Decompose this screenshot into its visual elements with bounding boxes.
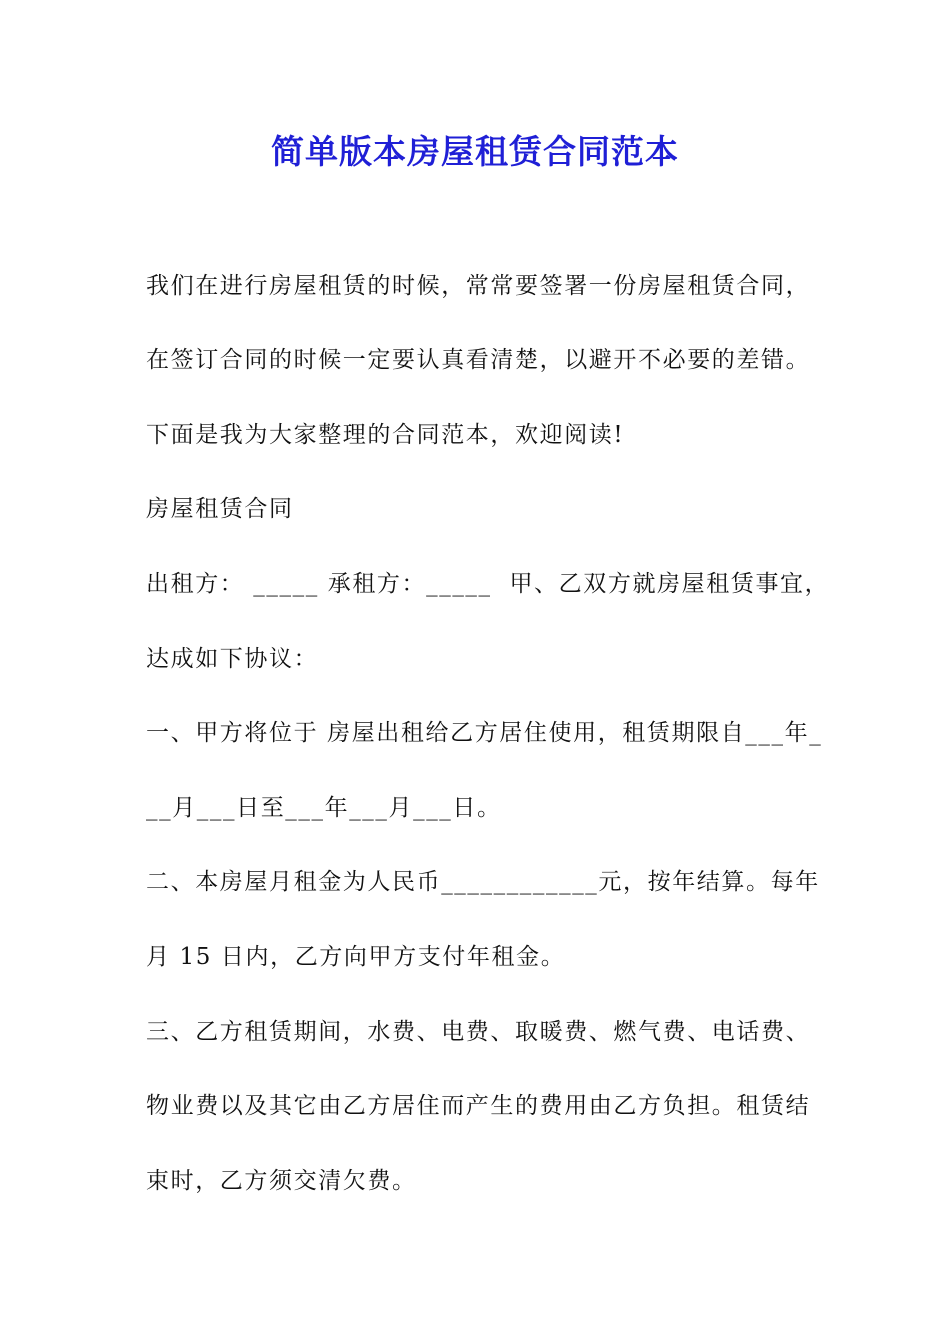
clause-line: 束时，乙方须交清欠费。	[146, 1168, 417, 1194]
paragraph-line: 下面是我为大家整理的合同范本，欢迎阅读!	[146, 422, 625, 448]
clause-line: 二、本房屋月租金为人民币____________元，按年结算。每年	[146, 869, 820, 895]
clause-line: __月___日至___年___月___日。	[146, 795, 502, 821]
clause-line: 一、甲方将位于 房屋出租给乙方居住使用，租赁期限自___年_	[146, 720, 823, 746]
document-title: 简单版本房屋租赁合同范本	[271, 132, 679, 171]
paragraph-line: 我们在进行房屋租赁的时候，常常要签署一份房屋租赁合同，	[146, 273, 811, 299]
paragraph-line: 出租方： _____ 承租方：_____ 甲、乙双方就房屋租赁事宜，	[146, 571, 830, 597]
clause-line: 三、乙方租赁期间，水费、电费、取暖费、燃气费、电话费、	[146, 1019, 811, 1045]
clause-line: 物业费以及其它由乙方居住而产生的费用由乙方负担。租赁结	[146, 1093, 811, 1119]
paragraph-line: 达成如下协议：	[146, 646, 319, 672]
clause-line: 月 15 日内，乙方向甲方支付年租金。	[146, 944, 566, 970]
section-heading: 房屋租赁合同	[146, 496, 294, 522]
paragraph-line: 在签订合同的时候一定要认真看清楚，以避开不必要的差错。	[146, 347, 811, 373]
